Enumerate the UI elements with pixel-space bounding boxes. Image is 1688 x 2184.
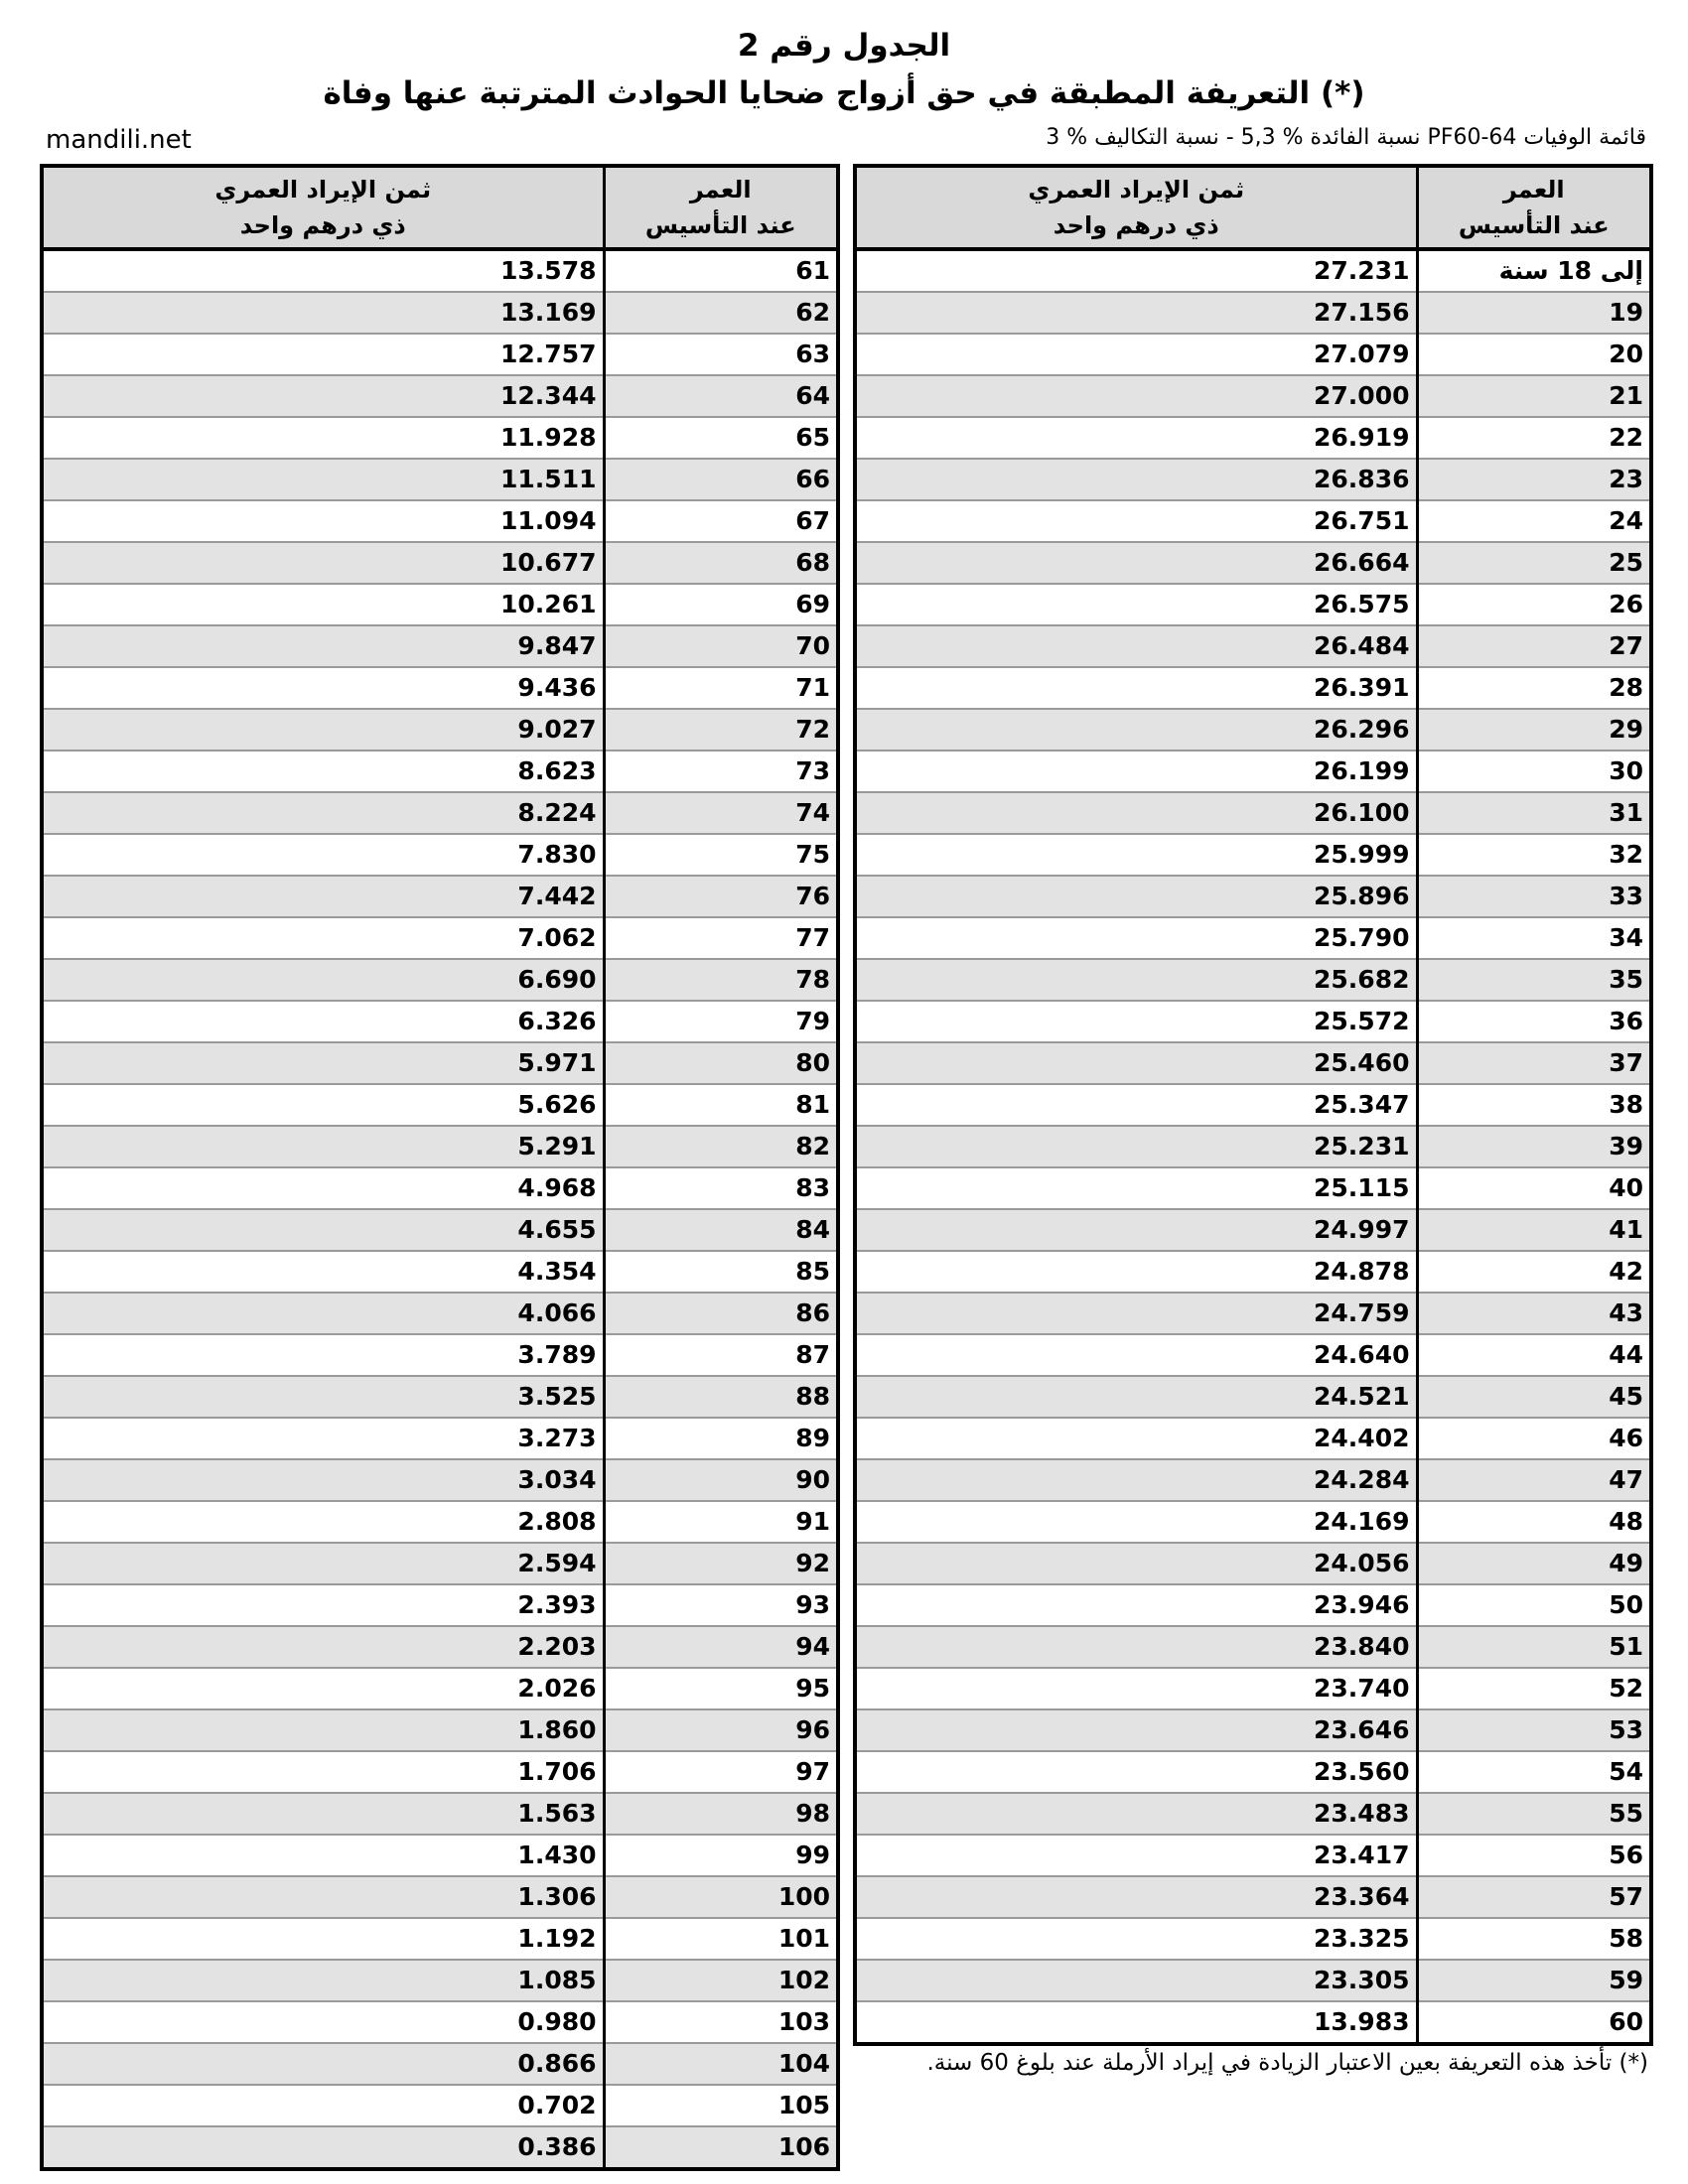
price-cell: 4.066 (42, 1293, 604, 1334)
price-cell: 27.231 (855, 249, 1417, 292)
price-cell: 11.094 (42, 500, 604, 542)
price-cell: 0.980 (42, 2001, 604, 2043)
age-cell: 44 (1417, 1334, 1651, 1376)
age-cell: 61 (604, 249, 838, 292)
price-header-line1: ثمن الإيراد العمري (1028, 176, 1245, 204)
table-row (42, 249, 838, 292)
price-cell: 5.626 (42, 1084, 604, 1126)
age-cell: 36 (1417, 1001, 1651, 1042)
price-cell: 8.224 (42, 792, 604, 834)
table-row (855, 1751, 1651, 1793)
age-cell: 62 (604, 292, 838, 334)
age-cell: 46 (1417, 1418, 1651, 1459)
table-row (42, 2001, 838, 2043)
table-row (855, 667, 1651, 709)
age-cell: 38 (1417, 1084, 1651, 1126)
table-row (42, 1376, 838, 1418)
price-cell: 26.484 (855, 625, 1417, 667)
age-cell: 60 (1417, 2001, 1651, 2044)
price-cell: 23.325 (855, 1918, 1417, 1960)
price-cell: 2.594 (42, 1543, 604, 1584)
age-cell: 85 (604, 1251, 838, 1293)
age-cell: 73 (604, 751, 838, 792)
table-header-row (42, 166, 838, 249)
table-row (42, 1835, 838, 1876)
table-row (42, 542, 838, 584)
table-row (855, 584, 1651, 625)
age-cell: 32 (1417, 834, 1651, 876)
table-row (855, 2001, 1651, 2044)
price-cell: 25.999 (855, 834, 1417, 876)
age-cell: 28 (1417, 667, 1651, 709)
price-cell: 25.682 (855, 959, 1417, 1001)
price-cell: 5.291 (42, 1126, 604, 1167)
price-cell: 1.430 (42, 1835, 604, 1876)
table-row (855, 1835, 1651, 1876)
price-cell: 3.525 (42, 1376, 604, 1418)
age-cell: 64 (604, 375, 838, 417)
table-row (42, 751, 838, 792)
table-row (855, 292, 1651, 334)
price-header-line2: ذي درهم واحد (1053, 211, 1219, 239)
age-cell: 49 (1417, 1543, 1651, 1584)
table-row (855, 375, 1651, 417)
price-cell: 3.789 (42, 1334, 604, 1376)
table-row (42, 876, 838, 917)
age-cell: 63 (604, 334, 838, 375)
age-cell: 89 (604, 1418, 838, 1459)
table-row (42, 334, 838, 375)
price-cell: 23.364 (855, 1876, 1417, 1918)
table-row (855, 1376, 1651, 1418)
price-cell: 11.928 (42, 417, 604, 459)
price-cell: 1.706 (42, 1751, 604, 1793)
price-cell: 9.436 (42, 667, 604, 709)
price-cell: 10.677 (42, 542, 604, 584)
table-row (855, 1084, 1651, 1126)
price-cell: 1.563 (42, 1793, 604, 1835)
table-row (855, 1293, 1651, 1334)
site-watermark: mandili.net (46, 125, 192, 155)
age-cell: 103 (604, 2001, 838, 2043)
table-row (42, 792, 838, 834)
price-cell: 2.393 (42, 1584, 604, 1626)
price-cell: 9.847 (42, 625, 604, 667)
age-cell: 71 (604, 667, 838, 709)
age-cell: 43 (1417, 1293, 1651, 1334)
table-row (855, 751, 1651, 792)
table-row (42, 1918, 838, 1960)
price-cell: 23.646 (855, 1709, 1417, 1751)
age-cell: 58 (1417, 1918, 1651, 1960)
age-cell: 42 (1417, 1251, 1651, 1293)
age-cell: 52 (1417, 1668, 1651, 1709)
age-cell: 83 (604, 1167, 838, 1209)
age-header-line1: العمر (689, 176, 752, 204)
age-cell: 84 (604, 1209, 838, 1251)
price-cell: 26.100 (855, 792, 1417, 834)
price-cell: 26.199 (855, 751, 1417, 792)
table-row (42, 292, 838, 334)
table-row (42, 1167, 838, 1209)
price-cell: 12.344 (42, 375, 604, 417)
table-row (42, 625, 838, 667)
table-row (855, 1501, 1651, 1543)
age-cell: 35 (1417, 959, 1651, 1001)
table-header-row (855, 166, 1651, 249)
age-cell: 105 (604, 2085, 838, 2126)
price-cell: 7.442 (42, 876, 604, 917)
price-cell: 7.062 (42, 917, 604, 959)
price-cell: 2.026 (42, 1668, 604, 1709)
tariff-table-left (40, 164, 840, 2171)
price-cell: 24.521 (855, 1376, 1417, 1418)
tariff-table-right (853, 164, 1653, 2046)
price-cell: 24.997 (855, 1209, 1417, 1251)
table-row (855, 1001, 1651, 1042)
price-cell: 26.751 (855, 500, 1417, 542)
age-cell: 50 (1417, 1584, 1651, 1626)
price-cell: 26.664 (855, 542, 1417, 584)
age-header-line1: العمر (1502, 176, 1565, 204)
price-cell: 25.896 (855, 876, 1417, 917)
age-header-line2: عند التأسيس (644, 211, 796, 239)
price-cell: 23.840 (855, 1626, 1417, 1668)
age-cell: 33 (1417, 876, 1651, 917)
price-column-header (855, 166, 1417, 249)
age-cell: 59 (1417, 1960, 1651, 2001)
age-column-header (604, 166, 838, 249)
age-cell: 26 (1417, 584, 1651, 625)
table-row (42, 2126, 838, 2169)
table-row (855, 959, 1651, 1001)
age-cell: 57 (1417, 1876, 1651, 1918)
age-cell: 53 (1417, 1709, 1651, 1751)
table-row (855, 417, 1651, 459)
price-cell: 25.115 (855, 1167, 1417, 1209)
price-cell: 0.702 (42, 2085, 604, 2126)
age-cell: 40 (1417, 1167, 1651, 1209)
age-cell: 86 (604, 1293, 838, 1334)
price-cell: 24.640 (855, 1334, 1417, 1376)
price-cell: 11.511 (42, 459, 604, 500)
table-subtitle: قائمة الوفيات PF60-64 نسبة الفائدة % 5,3 - نسبة التكاليف % 3 (1046, 125, 1646, 150)
age-cell: 27 (1417, 625, 1651, 667)
price-cell: 26.296 (855, 709, 1417, 751)
price-cell: 2.203 (42, 1626, 604, 1668)
table-row (42, 917, 838, 959)
price-cell: 24.284 (855, 1459, 1417, 1501)
age-cell: 56 (1417, 1835, 1651, 1876)
table-number: الجدول رقم 2 (737, 28, 951, 64)
table-row (855, 1626, 1651, 1668)
table-row (42, 500, 838, 542)
price-cell: 25.790 (855, 917, 1417, 959)
price-cell: 24.056 (855, 1543, 1417, 1584)
table-row (855, 917, 1651, 959)
table-row (42, 1418, 838, 1459)
table-row (855, 1918, 1651, 1960)
table-row (42, 709, 838, 751)
price-cell: 4.354 (42, 1251, 604, 1293)
table-row (855, 1209, 1651, 1251)
age-cell: 70 (604, 625, 838, 667)
price-cell: 13.169 (42, 292, 604, 334)
price-cell: 25.460 (855, 1042, 1417, 1084)
footnote: (*) تأخذ هذه التعريفة بعين الاعتبار الزيادة في إيراد الأرملة عند بلوغ 60 سنة. (926, 2050, 1648, 2076)
age-cell: 101 (604, 1918, 838, 1960)
price-cell: 24.169 (855, 1501, 1417, 1543)
age-cell: إلى 18 سنة (1417, 249, 1651, 292)
price-cell: 23.740 (855, 1668, 1417, 1709)
price-cell: 12.757 (42, 334, 604, 375)
price-cell: 23.560 (855, 1751, 1417, 1793)
age-cell: 31 (1417, 792, 1651, 834)
price-cell: 0.386 (42, 2126, 604, 2169)
age-cell: 95 (604, 1668, 838, 1709)
table-row (42, 584, 838, 625)
age-cell: 67 (604, 500, 838, 542)
table-row (855, 876, 1651, 917)
age-cell: 65 (604, 417, 838, 459)
price-cell: 10.261 (42, 584, 604, 625)
table-row (855, 1793, 1651, 1835)
price-column-header (42, 166, 604, 249)
table-row (855, 792, 1651, 834)
table-row (42, 2085, 838, 2126)
age-cell: 91 (604, 1501, 838, 1543)
age-header-line2: عند التأسيس (1458, 211, 1610, 239)
age-cell: 22 (1417, 417, 1651, 459)
age-cell: 72 (604, 709, 838, 751)
price-cell: 5.971 (42, 1042, 604, 1084)
price-cell: 25.347 (855, 1084, 1417, 1126)
table-row (42, 2043, 838, 2085)
age-cell: 55 (1417, 1793, 1651, 1835)
age-cell: 97 (604, 1751, 838, 1793)
price-cell: 1.192 (42, 1918, 604, 1960)
table-row (42, 375, 838, 417)
age-cell: 98 (604, 1793, 838, 1835)
age-cell: 68 (604, 542, 838, 584)
page-title: التعريفة المطبقة في حق أزواج ضحايا الحوادث المترتبة عنها وفاة (*) (323, 75, 1365, 111)
table-row (855, 500, 1651, 542)
age-cell: 90 (604, 1459, 838, 1501)
table-row (855, 249, 1651, 292)
table-row (855, 834, 1651, 876)
table-row (42, 1459, 838, 1501)
age-cell: 88 (604, 1376, 838, 1418)
price-cell: 24.402 (855, 1418, 1417, 1459)
age-cell: 23 (1417, 459, 1651, 500)
price-cell: 24.759 (855, 1293, 1417, 1334)
age-cell: 51 (1417, 1626, 1651, 1668)
price-cell: 0.866 (42, 2043, 604, 2085)
table-row (855, 1709, 1651, 1751)
price-cell: 2.808 (42, 1501, 604, 1543)
age-cell: 75 (604, 834, 838, 876)
table-row (855, 1584, 1651, 1626)
price-cell: 3.034 (42, 1459, 604, 1501)
table-row (855, 709, 1651, 751)
table-row (42, 1251, 838, 1293)
price-cell: 13.983 (1314, 2007, 1410, 2036)
price-cell: 23.417 (855, 1835, 1417, 1876)
price-cell: 23.946 (855, 1584, 1417, 1626)
price-cell: 4.968 (42, 1167, 604, 1209)
age-cell: 29 (1417, 709, 1651, 751)
table-row (42, 1543, 838, 1584)
price-cell: 25.572 (855, 1001, 1417, 1042)
price-cell: 27.079 (855, 334, 1417, 375)
price-cell: 13.578 (42, 249, 604, 292)
table-row (42, 1751, 838, 1793)
table-row (855, 1334, 1651, 1376)
table-row (42, 417, 838, 459)
table-row (855, 625, 1651, 667)
age-cell: 104 (604, 2043, 838, 2085)
age-cell: 106 (604, 2126, 838, 2169)
age-cell: 80 (604, 1042, 838, 1084)
table-row (855, 334, 1651, 375)
age-cell: 54 (1417, 1751, 1651, 1793)
table-row (855, 459, 1651, 500)
price-cell: 23.483 (855, 1793, 1417, 1835)
age-cell: 66 (604, 459, 838, 500)
price-cell: 6.326 (42, 1001, 604, 1042)
age-cell: 20 (1417, 334, 1651, 375)
price-cell: 7.830 (42, 834, 604, 876)
table-row (42, 1584, 838, 1626)
table-row (42, 1293, 838, 1334)
age-cell: 30 (1417, 751, 1651, 792)
table-row (42, 1793, 838, 1835)
table-row (855, 1418, 1651, 1459)
age-cell: 82 (604, 1126, 838, 1167)
age-cell: 99 (604, 1835, 838, 1876)
price-header-line1: ثمن الإيراد العمري (214, 176, 432, 204)
price-cell: 1.860 (42, 1709, 604, 1751)
age-cell: 96 (604, 1709, 838, 1751)
table-row (42, 1042, 838, 1084)
table-row (42, 1668, 838, 1709)
price-cell: 24.878 (855, 1251, 1417, 1293)
table-row (42, 1001, 838, 1042)
table-row (42, 1334, 838, 1376)
price-header-line2: ذي درهم واحد (239, 211, 406, 239)
table-row (855, 1876, 1651, 1918)
table-row (42, 1626, 838, 1668)
age-cell: 92 (604, 1543, 838, 1584)
age-cell: 100 (604, 1876, 838, 1918)
table-row (42, 834, 838, 876)
table-row (42, 1209, 838, 1251)
price-cell: 23.305 (855, 1960, 1417, 2001)
table-row (42, 1126, 838, 1167)
age-cell: 81 (604, 1084, 838, 1126)
age-cell: 76 (604, 876, 838, 917)
table-row (855, 1459, 1651, 1501)
age-cell: 25 (1417, 542, 1651, 584)
table-row (42, 1084, 838, 1126)
table-row (855, 1543, 1651, 1584)
price-cell: 3.273 (42, 1418, 604, 1459)
age-cell: 77 (604, 917, 838, 959)
table-row (855, 542, 1651, 584)
table-row (855, 1126, 1651, 1167)
age-cell: 37 (1417, 1042, 1651, 1084)
table-row (42, 1501, 838, 1543)
age-cell: 102 (604, 1960, 838, 2001)
age-cell: 87 (604, 1334, 838, 1376)
price-cell: 4.655 (42, 1209, 604, 1251)
table-row (42, 667, 838, 709)
price-cell: 26.919 (855, 417, 1417, 459)
age-cell: 24 (1417, 500, 1651, 542)
age-cell: 45 (1417, 1376, 1651, 1418)
age-cell: 21 (1417, 375, 1651, 417)
price-cell: 26.836 (855, 459, 1417, 500)
price-cell: 25.231 (855, 1126, 1417, 1167)
table-row (855, 1042, 1651, 1084)
price-cell: 9.027 (42, 709, 604, 751)
price-cell: 1.306 (42, 1876, 604, 1918)
table-row (42, 1876, 838, 1918)
age-cell: 74 (604, 792, 838, 834)
age-cell: 41 (1417, 1209, 1651, 1251)
price-cell: 27.156 (855, 292, 1417, 334)
price-cell: 8.623 (42, 751, 604, 792)
table-row (42, 1960, 838, 2001)
age-cell: 93 (604, 1584, 838, 1626)
table-row (855, 1251, 1651, 1293)
age-cell: 69 (604, 584, 838, 625)
age-cell: 34 (1417, 917, 1651, 959)
age-cell: 94 (604, 1626, 838, 1668)
age-column-header (1417, 166, 1651, 249)
price-cell: 1.085 (42, 1960, 604, 2001)
age-cell: 39 (1417, 1126, 1651, 1167)
price-cell: 6.690 (42, 959, 604, 1001)
age-cell: 19 (1417, 292, 1651, 334)
table-row (855, 1960, 1651, 2001)
age-cell: 48 (1417, 1501, 1651, 1543)
age-cell: 78 (604, 959, 838, 1001)
price-cell: 27.000 (855, 375, 1417, 417)
table-row (42, 459, 838, 500)
table-row (42, 1709, 838, 1751)
table-row (42, 959, 838, 1001)
price-cell: 26.575 (855, 584, 1417, 625)
age-cell: 79 (604, 1001, 838, 1042)
age-cell: 47 (1417, 1459, 1651, 1501)
price-cell: 26.391 (855, 667, 1417, 709)
table-row (855, 1668, 1651, 1709)
table-row (855, 1167, 1651, 1209)
